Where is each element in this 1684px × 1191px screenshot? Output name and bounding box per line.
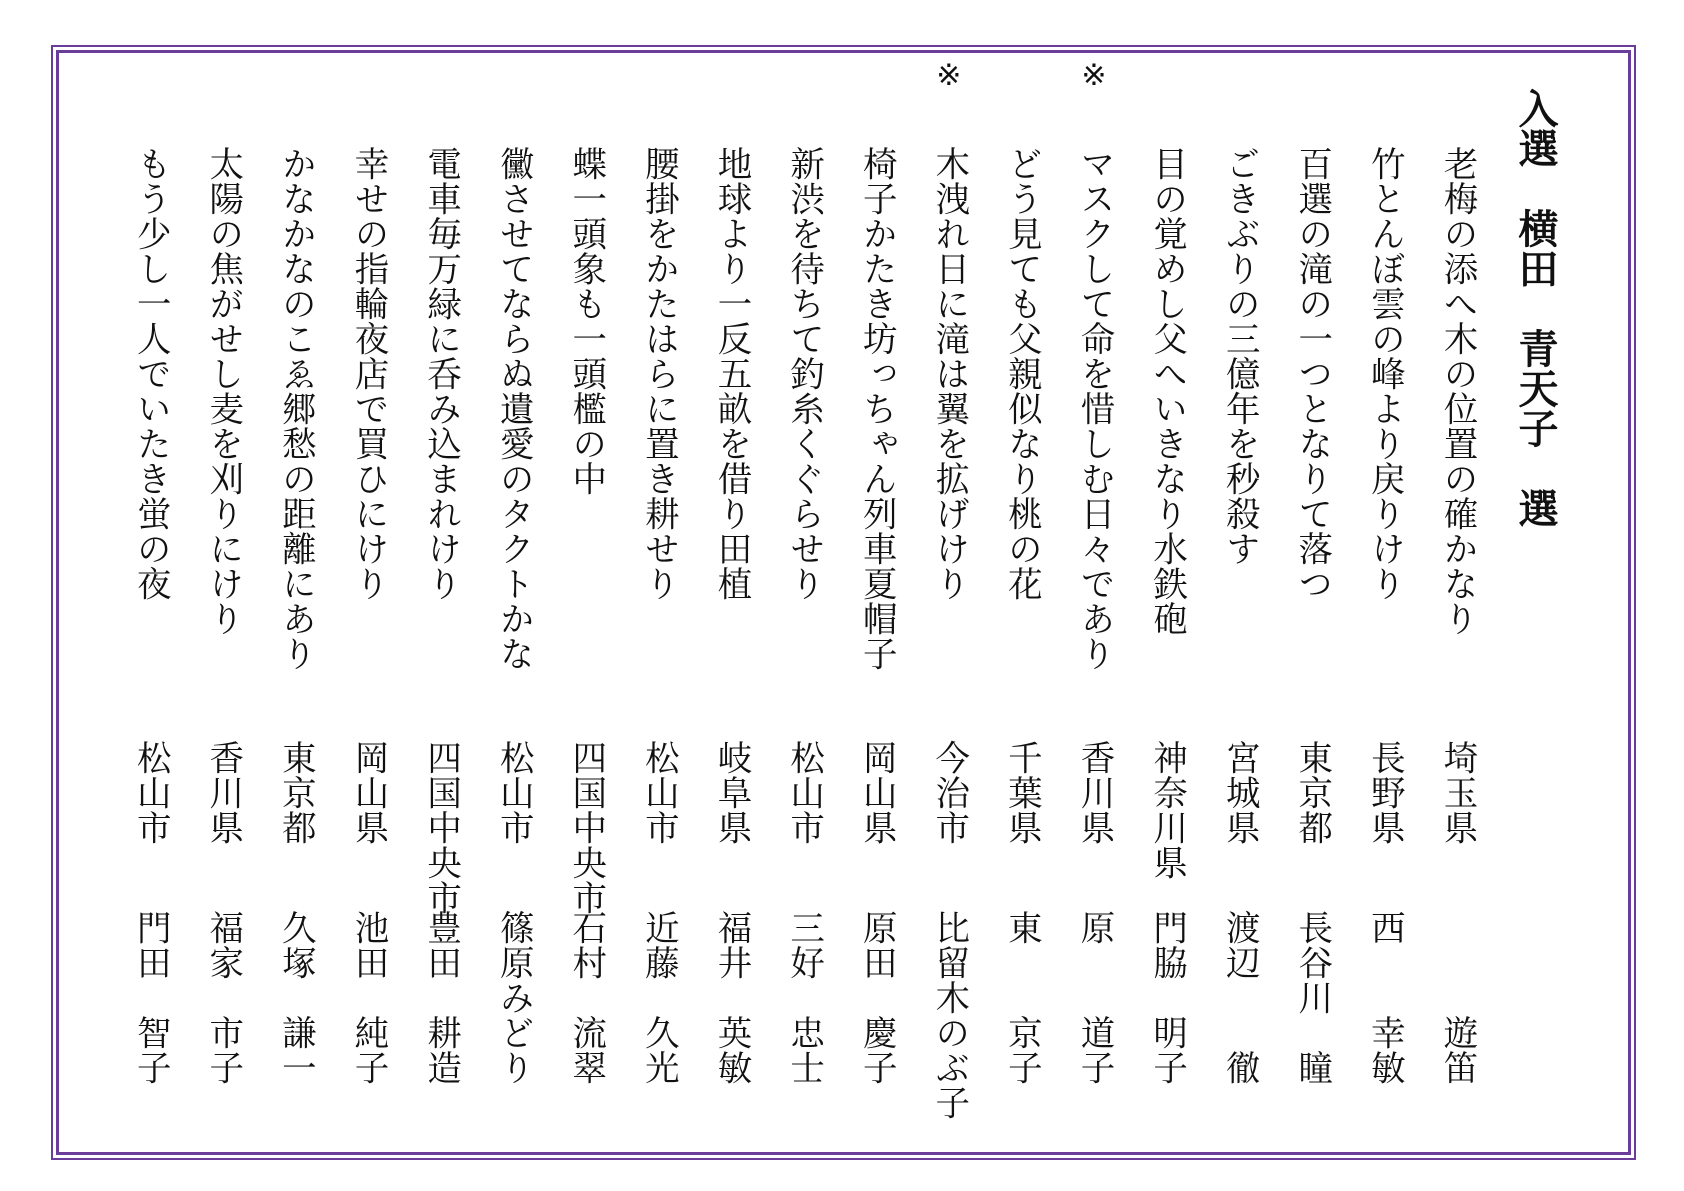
author-name: 福家 市子 xyxy=(202,910,243,1085)
author-name: 西 幸敏 xyxy=(1364,910,1405,1085)
author-location: 香川県 xyxy=(202,740,243,845)
haiku-entry xyxy=(1067,0,1121,1191)
haiku-text: どう見ても父親似なり桃の花 xyxy=(1001,146,1042,601)
haiku-text: 竹とんぼ雲の峰より戻りけり xyxy=(1364,146,1405,601)
author-location: 岡山県 xyxy=(348,740,388,845)
reference-mark: ※ xyxy=(1081,58,1107,93)
author-location: 松山市 xyxy=(783,740,824,845)
author-location: 千葉県 xyxy=(1001,740,1042,845)
author-name: 豊田 耕造 xyxy=(420,910,461,1085)
author-location: 宮城県 xyxy=(1219,740,1260,845)
author-name: 久塚 謙一 xyxy=(275,910,316,1085)
author-name: 原田 慶子 xyxy=(856,910,897,1085)
haiku-entry xyxy=(123,0,177,1191)
author-name: 篠原みどり xyxy=(493,910,534,1085)
haiku-entry xyxy=(1285,0,1339,1191)
haiku-entry xyxy=(414,0,468,1191)
haiku-text: 木洩れ日に滝は翼を拡げけり xyxy=(928,146,969,601)
haiku-entry xyxy=(994,0,1048,1191)
author-location: 松山市 xyxy=(638,740,679,845)
author-location: 香川県 xyxy=(1074,740,1114,845)
author-location: 松山市 xyxy=(130,740,171,845)
haiku-entry xyxy=(196,0,250,1191)
author-location: 東京都 xyxy=(1291,740,1332,845)
haiku-entry xyxy=(704,0,758,1191)
haiku-entry xyxy=(559,0,613,1191)
haiku-entry xyxy=(1357,0,1411,1191)
haiku-entry xyxy=(849,0,903,1191)
author-name: 東 京子 xyxy=(1001,910,1042,1085)
author-location: 四国中央市 xyxy=(565,740,606,915)
page-title: 入選 横田 青天子 選 xyxy=(1512,88,1558,528)
author-name: 近藤 久光 xyxy=(638,910,679,1085)
author-location: 今治市 xyxy=(928,740,969,845)
author-name: 門田 智子 xyxy=(130,910,171,1085)
haiku-entry xyxy=(1430,0,1484,1191)
author-name: 原 道子 xyxy=(1074,910,1114,1085)
haiku-entry xyxy=(268,0,322,1191)
haiku-text: 腰掛をかたはらに置き耕せり xyxy=(638,146,679,601)
author-name: 福井 英敏 xyxy=(711,910,751,1085)
author-location: 長野県 xyxy=(1364,740,1405,845)
haiku-text: 新渋を待ちて釣糸くぐらせり xyxy=(783,146,824,601)
author-location: 松山市 xyxy=(493,740,534,845)
haiku-text: もう少し一人でいたき蛍の夜 xyxy=(130,146,171,601)
haiku-text: 幸せの指輪夜店で買ひにけり xyxy=(348,146,388,601)
haiku-text: 椅子かたき坊っちゃん列車夏帽子 xyxy=(856,146,897,671)
author-name: 比留木のぶ子 xyxy=(928,910,969,1120)
haiku-text: 目の覚めし父へいきなり水鉄砲 xyxy=(1146,146,1187,636)
author-location: 東京都 xyxy=(275,740,316,845)
haiku-entry xyxy=(486,0,540,1191)
haiku-text: 地球より一反五畝を借り田植 xyxy=(711,146,751,601)
author-location: 四国中央市 xyxy=(420,740,461,915)
haiku-text: ごきぶりの三億年を秒殺す xyxy=(1219,146,1260,566)
haiku-text: 百選の滝の一つとなりて落つ xyxy=(1291,146,1332,601)
author-location: 岐阜県 xyxy=(711,740,751,845)
author-location: 埼玉県 xyxy=(1437,740,1477,845)
haiku-text: 黴させてならぬ遺愛のタクトかな xyxy=(493,146,534,671)
author-name: 長谷川 瞳 xyxy=(1291,910,1332,1085)
author-location: 神奈川県 xyxy=(1146,740,1187,880)
haiku-text: マスクして命を惜しむ日々であり xyxy=(1074,146,1114,671)
haiku-entry xyxy=(1212,0,1266,1191)
reference-mark: ※ xyxy=(936,58,962,93)
author-name: 三好 忠士 xyxy=(783,910,824,1085)
haiku-entry xyxy=(777,0,831,1191)
haiku-text: 蝶一頭象も一頭檻の中 xyxy=(565,146,606,496)
haiku-entry xyxy=(631,0,685,1191)
haiku-text: かなかなのこゑ郷愁の距離にあり xyxy=(275,146,316,671)
haiku-entry xyxy=(341,0,395,1191)
author-name: 遊笛 xyxy=(1437,910,1477,1085)
haiku-text: 老梅の添へ木の位置の確かなり xyxy=(1437,146,1477,636)
author-location: 岡山県 xyxy=(856,740,897,845)
author-name: 池田 純子 xyxy=(348,910,388,1085)
author-name: 渡辺 徹 xyxy=(1219,910,1260,1085)
haiku-entry xyxy=(1140,0,1194,1191)
haiku-text: 電車毎万緑に呑み込まれけり xyxy=(420,146,461,601)
author-name: 門脇 明子 xyxy=(1146,910,1187,1085)
haiku-entry xyxy=(922,0,976,1191)
haiku-text: 太陽の焦がせし麦を刈りにけり xyxy=(202,146,243,636)
author-name: 石村 流翠 xyxy=(565,910,606,1085)
